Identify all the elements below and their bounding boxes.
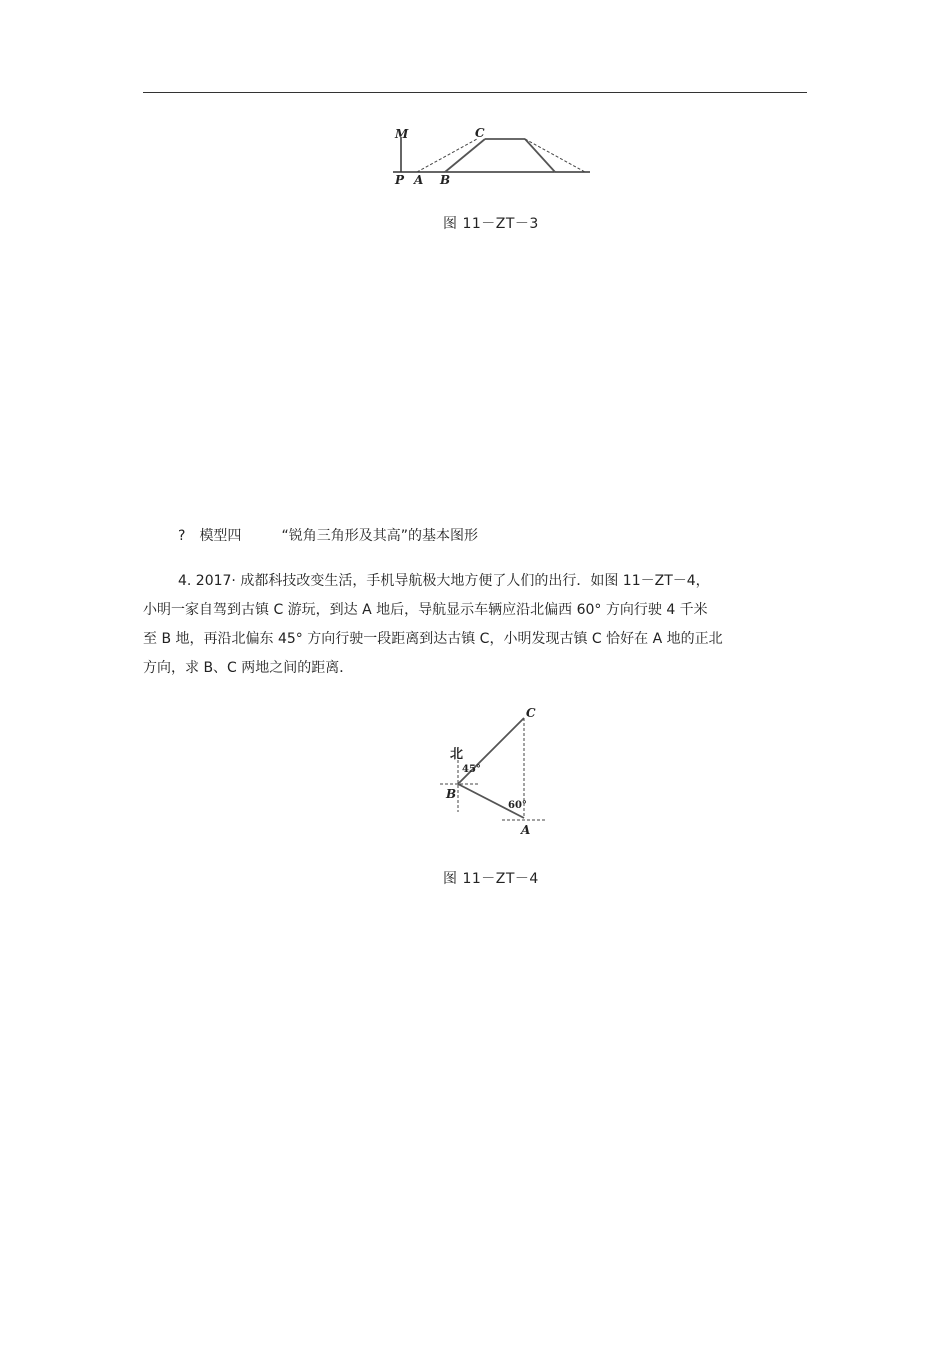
- dashed-ac: [417, 139, 477, 172]
- figure-3-svg: [385, 125, 595, 187]
- label-b: B: [440, 173, 451, 187]
- label-p: P: [395, 173, 405, 187]
- problem-line-1: 4. 2017· 成都科技改变生活，手机导航极大地方便了人们的出行．如图 11－ZT－4，: [178, 573, 710, 589]
- figure-4-caption: 图 11－ZT－4: [443, 871, 539, 887]
- figure-3-caption: 图 11－ZT－3: [443, 216, 539, 232]
- problem-4-text: [143, 570, 807, 680]
- section-marker: ?: [178, 528, 186, 544]
- label-north: 北: [450, 747, 464, 762]
- problem-line-2: 小明一家自驾到古镇 C 游玩，到达 A 地后，导航显示车辆应沿北偏西 60° 方向行驶 4 千米: [143, 602, 708, 618]
- label-b: B: [446, 787, 457, 801]
- slope-right: [525, 139, 555, 172]
- label-a: A: [521, 823, 531, 837]
- figure-4-svg: [436, 700, 548, 840]
- section-model: 模型四: [199, 528, 242, 544]
- figure-11-zt-4: [436, 700, 548, 840]
- label-60: 60°: [508, 800, 527, 811]
- section-heading: [178, 525, 492, 545]
- slope-bc: [445, 139, 485, 172]
- label-45: 45°: [462, 764, 481, 775]
- figure-11-zt-3: [385, 125, 595, 187]
- label-m: M: [395, 127, 409, 141]
- section-title: “锐角三角形及其高”的基本图形: [281, 528, 478, 544]
- label-c: C: [475, 126, 485, 140]
- top-rule: [143, 92, 807, 93]
- dashed-right: [525, 139, 585, 172]
- label-a: A: [414, 173, 424, 187]
- problem-line-4: 方向，求 B、C 两地之间的距离．: [143, 660, 354, 676]
- problem-line-3: 至 B 地，再沿北偏东 45° 方向行驶一段距离到达古镇 C，小明发现古镇 C 恰好在 A 地的正北: [143, 631, 723, 647]
- label-c: C: [526, 706, 536, 720]
